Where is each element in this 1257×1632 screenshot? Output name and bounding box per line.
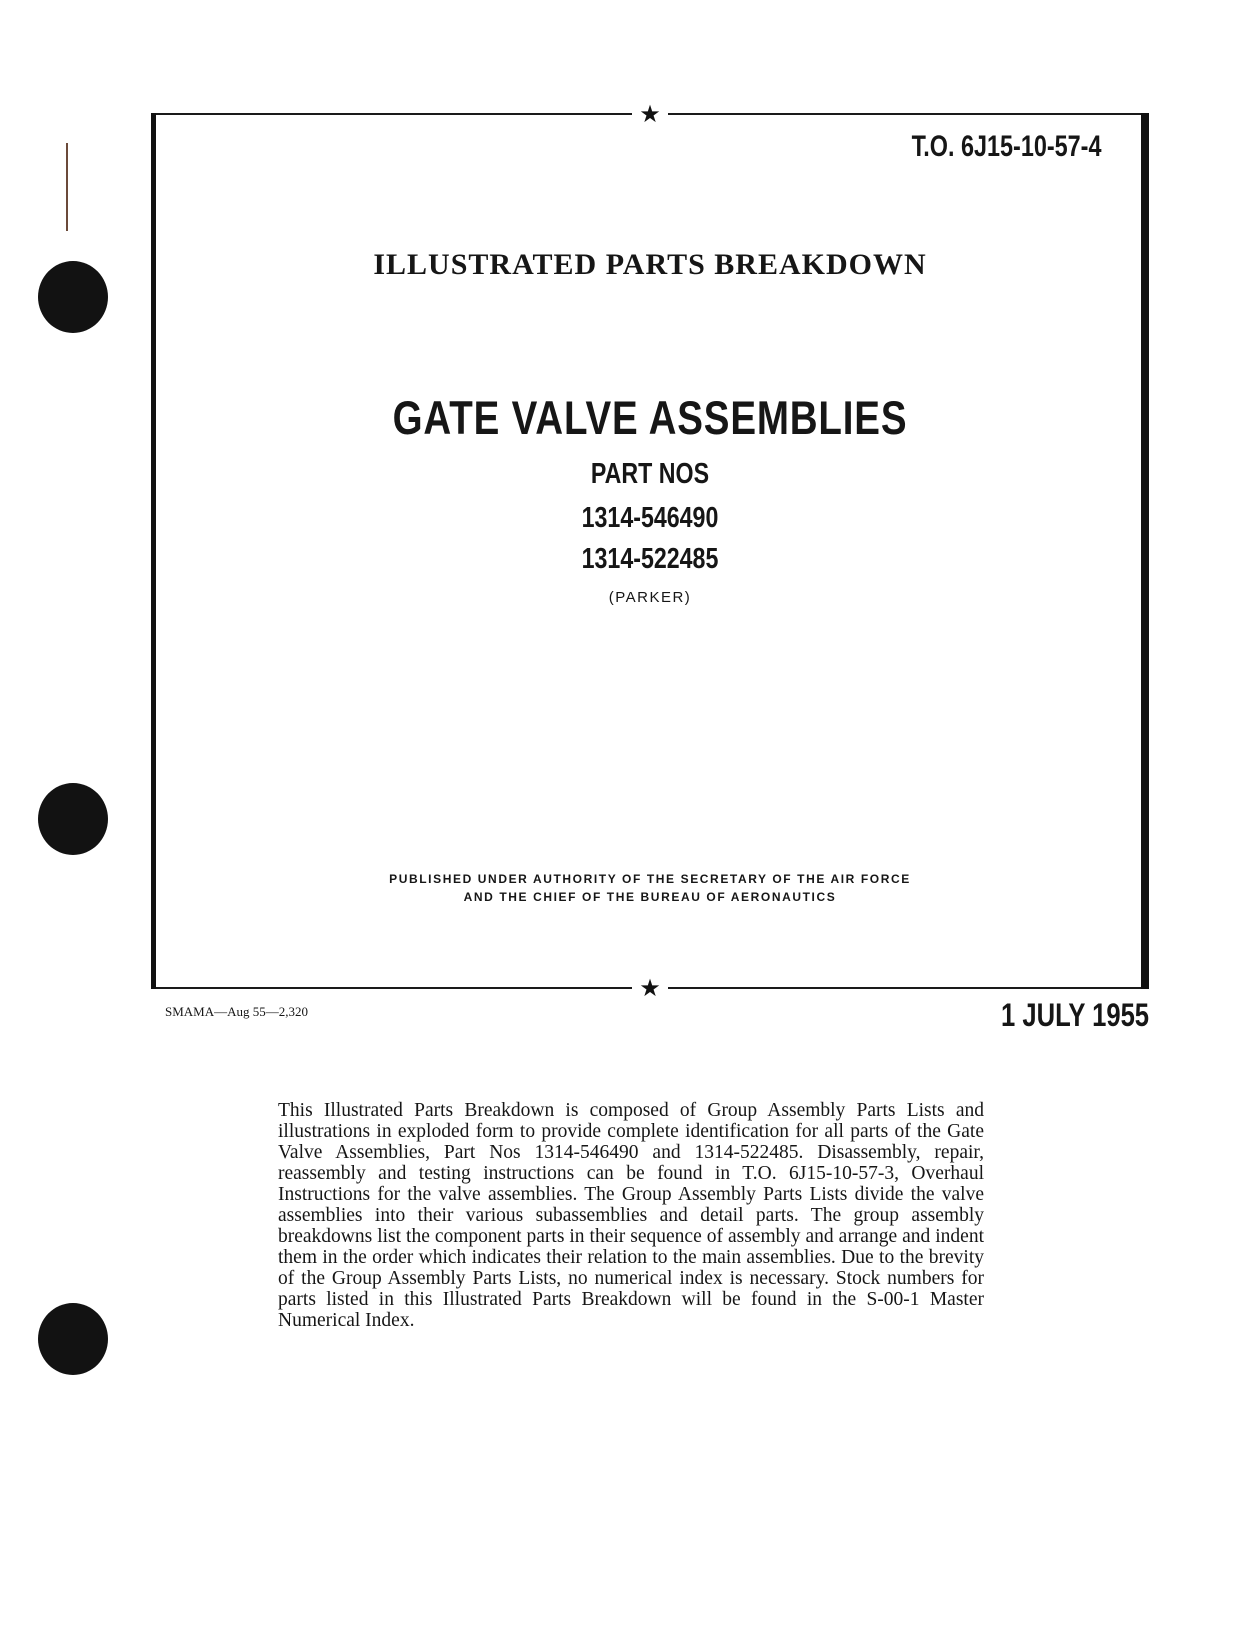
introduction-paragraph: This Illustrated Parts Breakdown is composed of Group Assembly Parts Lists and illustrations in exploded form to provide complete identification for all parts of the Gate Valve Assemblies, Part Nos 1314-546490 and 1314-522485. Disassembly, repair, reassembly and testing instructions can be found in T.O. 6J15-10-57-3, Overhaul Instructions for the valve assemblies. The Group Assembly Parts Lists divide the valve assemblies into their various subassemblies and detail parts. The group assembly breakdowns list the component parts in their sequence of assembly and arrange and indent them in the order which indicates their relation to the main assemblies. Due to the brevity of the Group Assembly Parts Lists, no numerical index is necessary. Stock numbers for parts listed in this Illustrated Parts Breakdown will be found in the S-00-1 Master Numerical Index. [278,1100,984,1331]
binder-hole-middle [38,783,108,855]
print-code: SMAMA—Aug 55—2,320 [165,1004,309,1019]
star-icon: ★ [632,973,668,1003]
cover-frame [151,100,1149,1002]
technical-order-number: T.O. 6J15-10-57-4 [911,130,1101,163]
document-heading: ILLUSTRATED PARTS BREAKDOWN [373,248,927,281]
binder-hole-bottom [38,1303,108,1375]
manufacturer-name: (PARKER) [608,589,692,606]
star-icon: ★ [632,99,668,129]
publication-date: 1 JULY 1955 [1000,997,1149,1033]
authority-line: PUBLISHED UNDER AUTHORITY OF THE SECRETARY OF THE AIR FORCE [389,872,911,886]
part-numbers-label: PART NOS [590,458,710,490]
frame-left-bar [151,113,156,989]
part-number: 1314-546490 [581,502,719,534]
frame-right-bar [1141,113,1149,989]
binder-hole-top [38,261,108,333]
part-number: 1314-522485 [581,543,719,575]
document-title: GATE VALVE ASSEMBLIES [392,391,908,444]
margin-pencil-mark [66,143,68,231]
authority-line: AND THE CHIEF OF THE BUREAU OF AERONAUTICS [463,890,837,904]
